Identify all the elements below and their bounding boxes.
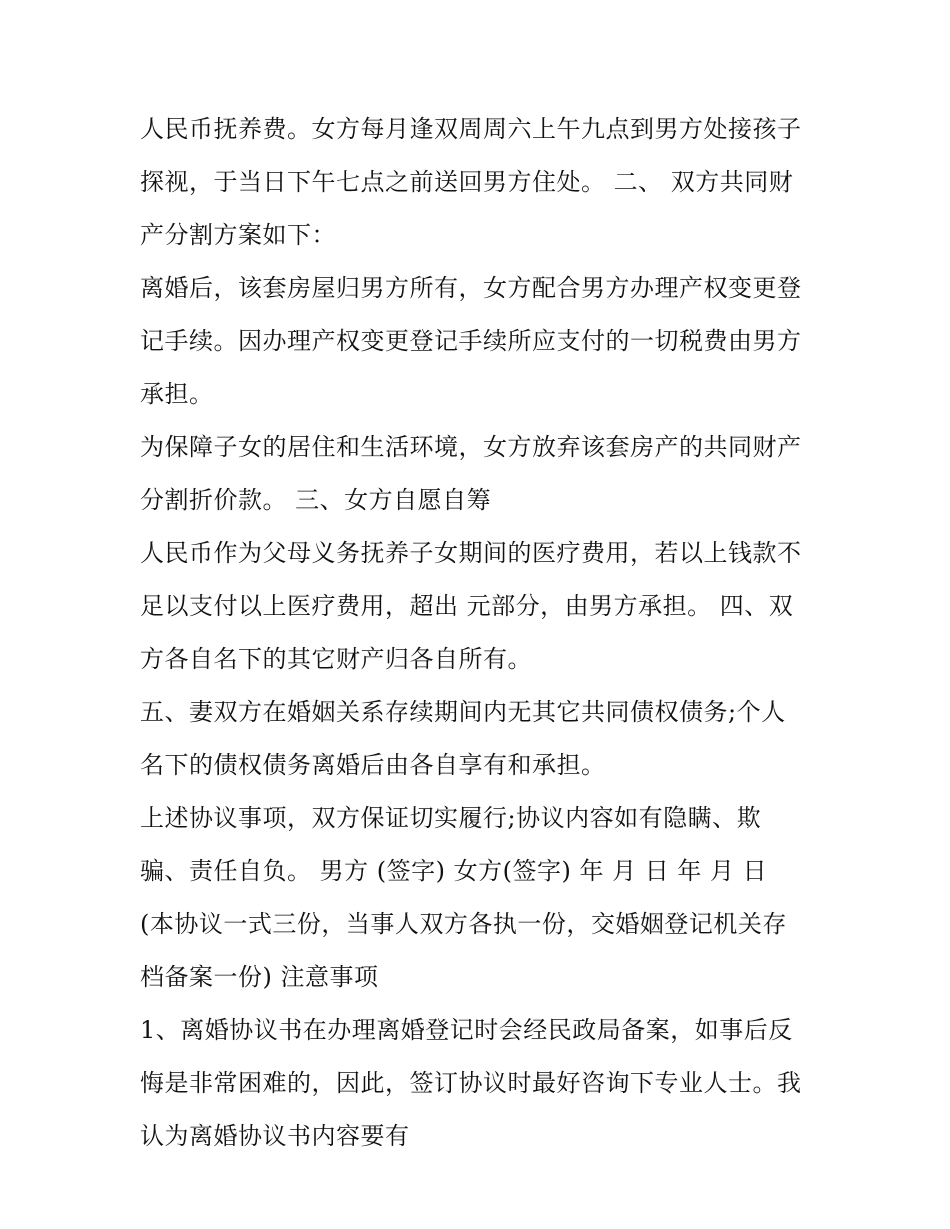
text-line: 足以支付以上医疗费用，超出 元部分，由男方承担。 四、双 <box>140 592 794 620</box>
text-line: (本协议一式三份，当事人双方各执一份，交婚姻登记机关存 <box>140 910 787 938</box>
text-line: 记手续。因办理产权变更登记手续所应支付的一切税费由男方 <box>140 327 802 355</box>
text-line: 产分割方案如下： <box>140 221 336 249</box>
text-line: 1、离婚协议书在办理离婚登记时会经民政局备案，如事后反 <box>140 1016 793 1044</box>
document-body <box>140 103 820 1163</box>
text-line: 认为离婚协议书内容要有 <box>140 1122 410 1150</box>
text-line: 为保障子女的居住和生活环境，女方放弃该套房产的共同财产 <box>140 433 802 461</box>
text-line: 档备案一份) 注意事项 <box>140 963 379 991</box>
text-line: 承担。 <box>140 380 214 408</box>
text-line: 悔是非常困难的，因此，签订协议时最好咨询下专业人士。我 <box>140 1069 802 1097</box>
text-line: 分割折价款。 三、女方自愿自筹 <box>140 486 492 514</box>
text-line: 方各自名下的其它财产归各自所有。 <box>140 645 532 673</box>
text-line: 离婚后，该套房屋归男方所有，女方配合男方办理产权变更登 <box>140 274 802 302</box>
text-line: 骗、责任自负。 男方 (签字) 女方(签字) 年 月 日 年 月 日 <box>140 857 768 885</box>
text-line: 五、妻双方在婚姻关系存续期间内无其它共同债权债务;个人 <box>140 698 786 726</box>
text-line: 名下的债权债务离婚后由各自享有和承担。 <box>140 751 606 779</box>
text-line: 上述协议事项，双方保证切实履行;协议内容如有隐瞒、欺 <box>140 804 762 832</box>
text-line: 人民币作为父母义务抚养子女期间的医疗费用，若以上钱款不 <box>140 539 802 567</box>
text-line: 人民币抚养费。女方每月逢双周周六上午九点到男方处接孩子 <box>140 115 802 143</box>
text-line: 探视，于当日下午七点之前送回男方住处。 二、 双方共同财 <box>140 168 794 196</box>
